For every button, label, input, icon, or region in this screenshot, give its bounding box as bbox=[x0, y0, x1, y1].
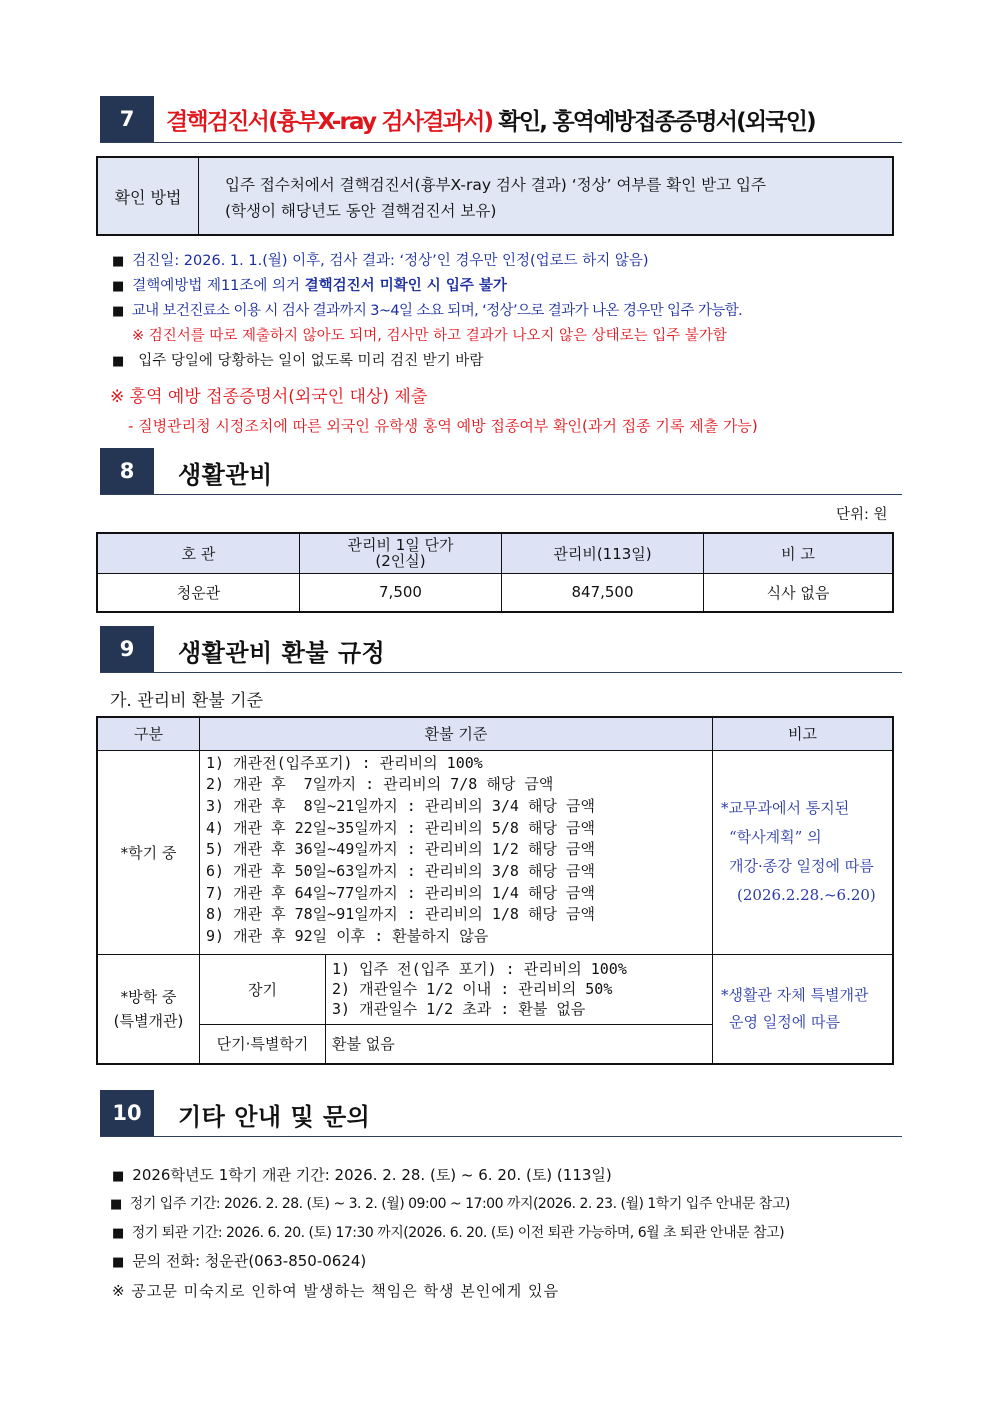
header-fee-113: 관리비(113일) bbox=[502, 533, 704, 573]
notice-checkup-date bbox=[112, 249, 649, 270]
info-move-in-period bbox=[110, 1193, 790, 1213]
list-item: 7) 개관 후 64일~77일까지 : 관리비의 1/4 해당 금액 bbox=[206, 883, 595, 902]
list-item: 2) 개관일수 1/2 이내 : 관리비의 50% bbox=[332, 980, 613, 998]
header-daily-rate bbox=[300, 533, 502, 573]
notice-tb-law bbox=[112, 274, 507, 295]
measles-subtitle: - 질병관리청 시정조치에 따른 외국인 유학생 홍역 예방 접종여부 확인(과거 접종 기록 제출 가능) bbox=[128, 417, 758, 435]
section-title bbox=[166, 103, 815, 136]
notice-emphasis: 결핵검진서 미확인 시 입주 불가 bbox=[304, 278, 507, 294]
confirm-method-text bbox=[199, 158, 892, 234]
info-text: 2026학년도 1학기 개관 기간: 2026. 2. 28. (토) ~ 6. 20. (토) (113일) bbox=[132, 1166, 612, 1184]
section-number: 10 bbox=[100, 1090, 154, 1136]
info-move-out-period bbox=[112, 1222, 784, 1242]
vacation-label-line1: *방학 중 bbox=[120, 987, 177, 1006]
section-title-highlight: 결핵검진서(흉부X-ray 검사결과서) bbox=[166, 109, 493, 135]
note-line: 개강·종강 일정에 따름 bbox=[729, 857, 874, 875]
list-item: 5) 개관 후 36일~49일까지 : 관리비의 1/2 해당 금액 bbox=[206, 840, 595, 859]
measles-title: ※ 홍역 예방 접종증명서(외국인 대상) 제출 bbox=[110, 387, 428, 407]
confirm-line-2: (학생이 해당년도 동안 결핵검진서 보유) bbox=[225, 202, 497, 220]
notice-text: 교내 보건진료소 이용 시 검사 결과까지 3~4일 소요 되며, ‘정상’으로 결과가 나온 경우만 입주 가능함. bbox=[131, 303, 743, 319]
section-8-header bbox=[100, 448, 902, 495]
table-header-row bbox=[97, 533, 893, 573]
notice-health-sub: ※ 검진서를 따로 제출하지 않아도 되며, 검사만 하고 결과가 나오지 않은 상태로는 입주 불가함 bbox=[132, 328, 727, 344]
header-remark: 비 고 bbox=[704, 533, 894, 573]
refund-subtitle: 가. 관리비 환불 기준 bbox=[110, 691, 263, 711]
note-line: *교무과에서 통지된 bbox=[721, 799, 850, 817]
notice-advance-checkup bbox=[112, 349, 483, 370]
semester-label: *학기 중 bbox=[97, 750, 200, 954]
vacation-label-line2: (특별개관) bbox=[113, 1011, 184, 1030]
note-line: *생활관 자체 특별개관 bbox=[721, 985, 869, 1004]
info-text: 정기 퇴관 기간: 2026. 6. 20. (토) 17:30 까지(2026. 6. 20. (토) 이전 퇴관 가능하며, 6월 초 퇴관 안내문 참고) bbox=[131, 1225, 785, 1241]
refund-table bbox=[96, 716, 894, 1065]
section-7-header bbox=[100, 96, 902, 143]
section-number: 8 bbox=[100, 448, 154, 494]
list-item: 8) 개관 후 78일~91일까지 : 관리비의 1/8 해당 금액 bbox=[206, 905, 595, 924]
table-header-row bbox=[97, 717, 893, 750]
cell-fee: 847,500 bbox=[502, 573, 704, 612]
header-daily-rate-line1: 관리비 1일 단가 bbox=[347, 536, 454, 555]
table-row-vacation-long bbox=[97, 954, 893, 1024]
section-number: 7 bbox=[100, 96, 154, 142]
section-title: 생활관비 환불 규정 bbox=[178, 639, 386, 667]
header-refund-criteria: 환불 기준 bbox=[200, 717, 713, 750]
info-open-period bbox=[112, 1164, 612, 1185]
table-row bbox=[97, 573, 893, 612]
list-item: 1) 개관전(입주포기) : 관리비의 100% bbox=[206, 753, 483, 772]
section-10-header bbox=[100, 1090, 902, 1137]
semester-note bbox=[713, 750, 894, 954]
long-term-label: 장기 bbox=[200, 954, 326, 1024]
list-item: 3) 개관 후 8일~21일까지 : 관리비의 3/4 해당 금액 bbox=[206, 796, 595, 815]
header-category: 구분 bbox=[97, 717, 200, 750]
table-row-semester bbox=[97, 750, 893, 954]
short-term-label: 단기·특별학기 bbox=[200, 1024, 326, 1064]
note-line: “학사계획” 의 bbox=[729, 828, 822, 846]
header-remark: 비고 bbox=[713, 717, 894, 750]
footer-notice: ※ 공고문 미숙지로 인하여 발생하는 책임은 학생 본인에게 있음 bbox=[112, 1282, 559, 1300]
note-line: 운영 일정에 따름 bbox=[729, 1012, 840, 1031]
notice-text: 검진일: 2026. 1. 1.(월) 이후, 검사 결과: ‘정상’인 경우만 인정(업로드 하지 않음) bbox=[132, 253, 649, 269]
header-building: 호 관 bbox=[97, 533, 300, 573]
long-term-criteria bbox=[326, 954, 713, 1024]
list-item: 9) 개관 후 92일 이후 : 환불하지 않음 bbox=[206, 927, 489, 946]
list-item: 2) 개관 후 7일까지 : 관리비의 7/8 해당 금액 bbox=[206, 775, 554, 794]
cell-daily-rate: 7,500 bbox=[300, 573, 502, 612]
section-title-rest: 확인, 홍역예방접종증명서(외국인) bbox=[492, 109, 815, 135]
short-term-value: 환불 없음 bbox=[326, 1024, 713, 1064]
section-title: 기타 안내 및 문의 bbox=[178, 1103, 371, 1131]
section-title: 생활관비 bbox=[178, 461, 273, 489]
vacation-note bbox=[713, 954, 894, 1064]
cell-remark: 식사 없음 bbox=[704, 573, 894, 612]
section-number: 9 bbox=[100, 626, 154, 672]
vacation-label bbox=[97, 954, 200, 1064]
list-item: 3) 개관일수 1/2 초과 : 환불 없음 bbox=[332, 1000, 586, 1018]
semester-criteria bbox=[200, 750, 713, 954]
confirm-method-box bbox=[96, 156, 894, 236]
notice-text: 입주 당일에 당황하는 일이 없도록 미리 검진 받기 바람 bbox=[138, 353, 484, 369]
info-contact bbox=[112, 1250, 366, 1271]
fee-table bbox=[96, 532, 894, 613]
list-item: 1) 입주 전(입주 포기) : 관리비의 100% bbox=[332, 960, 627, 978]
note-line: (2026.2.28.~6.20) bbox=[737, 886, 876, 904]
header-daily-rate-line2: (2인실) bbox=[375, 552, 426, 571]
info-text: 문의 전화: 청운관(063-850-0624) bbox=[132, 1252, 367, 1270]
info-text: 정기 입주 기간: 2026. 2. 28. (토) ~ 3. 2. (월) 09:00 ~ 17:00 까지(2026. 2. 23. (월) 1학기 입주 안내문 참고) bbox=[129, 1196, 790, 1212]
confirm-method-label: 확인 방법 bbox=[98, 158, 199, 234]
section-9-header bbox=[100, 626, 902, 673]
cell-building: 청운관 bbox=[97, 573, 300, 612]
list-item: 4) 개관 후 22일~35일까지 : 관리비의 5/8 해당 금액 bbox=[206, 818, 595, 837]
list-item: 6) 개관 후 50일~63일까지 : 관리비의 3/8 해당 금액 bbox=[206, 862, 595, 881]
unit-label: 단위: 원 bbox=[836, 507, 888, 523]
confirm-line-1: 입주 접수처에서 결핵검진서(흉부X-ray 검사 결과) ‘정상’ 여부를 확인 받고 입주 bbox=[225, 176, 766, 194]
notice-health-center bbox=[112, 299, 742, 320]
notice-text: 결핵예방법 제11조에 의거 bbox=[132, 278, 305, 294]
